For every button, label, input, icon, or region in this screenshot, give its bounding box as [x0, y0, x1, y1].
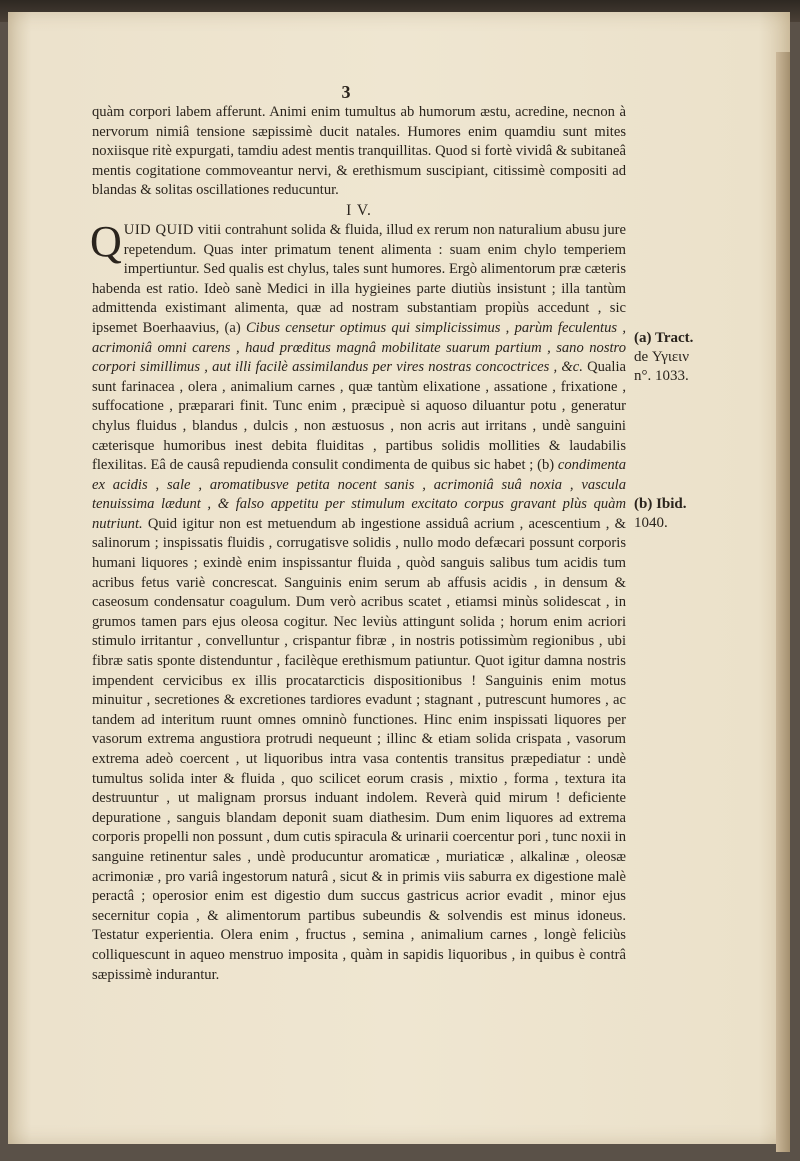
section-heading: I V. — [346, 201, 372, 219]
main-text-block — [92, 103, 626, 985]
margin-note-a — [634, 329, 744, 386]
lead-word: UID QUID — [123, 221, 194, 238]
drop-cap: Q — [90, 216, 122, 266]
paragraph-text-3: Quid igitur non est metuendum ab ingestione assiduâ acrium , acescentium , & salinorum ; inspissatis fluidis , corrugatisve solidis , nullo modo defæcari possunt corporis humani liquores ; exindè enim inspissantur fluida , quòd sanguis salibus tum acidis tum acribus fetus variè concrescat. Sanguinis enim serum ab affusis acidis , in densum & caseosum condensatur coagulum. Dum verò acribus scatet , etiamsi minùs solidescat , in grumos tamen pars ejus oleosa cogitur. Nec leviùs attingunt solida ; horum enim acriori stimulo irritantur , convelluntur , crispantur fibræ , in nostris potissimùm regionibus , ubi fibræ satis sponte distenduntur , facilèque erethismum patiuntur. Quot igitur damna nostris impendent cervicibus ex illis procatarcticis dispositionibus ! Sanguinis enim motus minuitur , secretiones & excretiones tardiores evadunt ; stagnant , putrescunt humores , ac tandem ad interitum ruunt omnes omninò functiones. Hinc enim inspissati liquores per vasorum extrema angustiora protrudi nequeunt ; illinc & etiam solida crispata , vasorum extrema adeò coercent , ut liquoribus intra vasa contentis transitus præpediatur : undè tumultus solida inter & fluida , quo scilicet eorum crasis , mixtio , forma , textura ita destruuntur , ut malignam prorsus induant indolem. Reverà quid mirum ! deficiente depuratione , sanguis blandam deponit suam diathesim. Dum enim liquores ad extrema corporis propelli non possunt , dum cutis spiracula & urinarii coercentur pori , tunc noxii in sanguine retinentur sales , undè producuntur aromaticæ , muriaticæ , alkalinæ , oleosæ acrimoniæ , pro variâ ingestorum naturâ , sicut & in primis viis saburra ex digestione malè peractâ ; operosior enim est digestio dum succus gastricus acrior evadit , minor ejus secernitur copia , & alimentorum partibus subeundis & solvendis est minus idoneus. Testatur experientia. Olera enim , fructus , semina , animalium carnes , longè feliciùs colliquescunt in aqueo menstruo imposita , quàm in sapidis liquoribus , in quibus è contrâ sæpissimè indurantur. — [92, 515, 626, 983]
quote-boerhaave-b: condimenta ex acidis , sale , aromatibusve petita nocent sanis , acrimoniâ suâ noxia , vascula tenuissima lædunt , & falso appetitu per stimulum excitato corpus gravant plùs quàm nutriunt. — [92, 457, 626, 532]
margin-note-a-line2: de Υγιειν — [634, 349, 690, 365]
margin-note-b-line2: 1040. — [634, 515, 668, 531]
section-paragraph — [90, 216, 626, 985]
page-number: 3 — [341, 82, 351, 102]
margin-note-a-line3: n°. 1033. — [634, 368, 689, 384]
page-edge — [776, 52, 790, 1152]
margin-note-a-label: (a) Tract. — [634, 330, 694, 346]
margin-note-b-label: (b) Ibid. — [634, 496, 687, 512]
quote-boerhaave-a: Cibus censetur optimus qui simplicissimus , parùm feculentus , acrimoniâ omni carens , haud prœditus magnâ mobilitate suarum partium , sano nostro corpori simillimus , aut illi facilè assimilandus per vires nostras concoctrices , &c. — [92, 319, 626, 376]
paragraph-text-2: Qualia sunt farinacea , olera , animalium carnes , quæ tantùm elixatione , assatione , frixatione , suffocatione , præparari finit. Tunc enim , præcipuè si aquoso diluantur potu , generatur chylus fluidus , blandus , dulcis , non æstuosus , non acris aut irritans , undè sanguini cæterisque humoribus inest debita fluiditas , partibus solidis mollities & laudabilis flexilitas. Eâ de causâ repudienda consulit condimenta de quibus sic habet ; (b) — [92, 359, 626, 474]
intro-paragraph: quàm corpori labem afferunt. Animi enim tumultus ab humorum æstu, acredine, necnon à nervorum nimiâ tensione sæpissimè ducit natales. Humores enim quamdiu sunt mites noxiisque ritè expurgati, tamdiu adest mentis tranquillitas. Quod si fortè vividâ & subitaneâ mentis cogitatione commoveantur nervi, & erethismum suscipiant, citissimè compositi ad blandas & solitas oscillationes reducuntur. — [92, 104, 626, 199]
margin-note-b — [634, 495, 744, 533]
paragraph-text-1: vitii contrahunt solida & fluida, illud ex rerum non naturalium abusu jure repetendum. Quas inter primatum tenent alimenta : suam enim chylo temperiem impertiuntur. Sed qualis est chylus, tales sunt humores. Ergò alimentorum præ cæteris habenda est ratio. Ideò sanè Medici in illa hygieines parte diutiùs insistunt ; illa tantùm admittenda existimant alimenta, quæ ad nostram substantiam propiùs accedunt , sic ipsemet Boerhaavius, (a) — [92, 221, 626, 336]
